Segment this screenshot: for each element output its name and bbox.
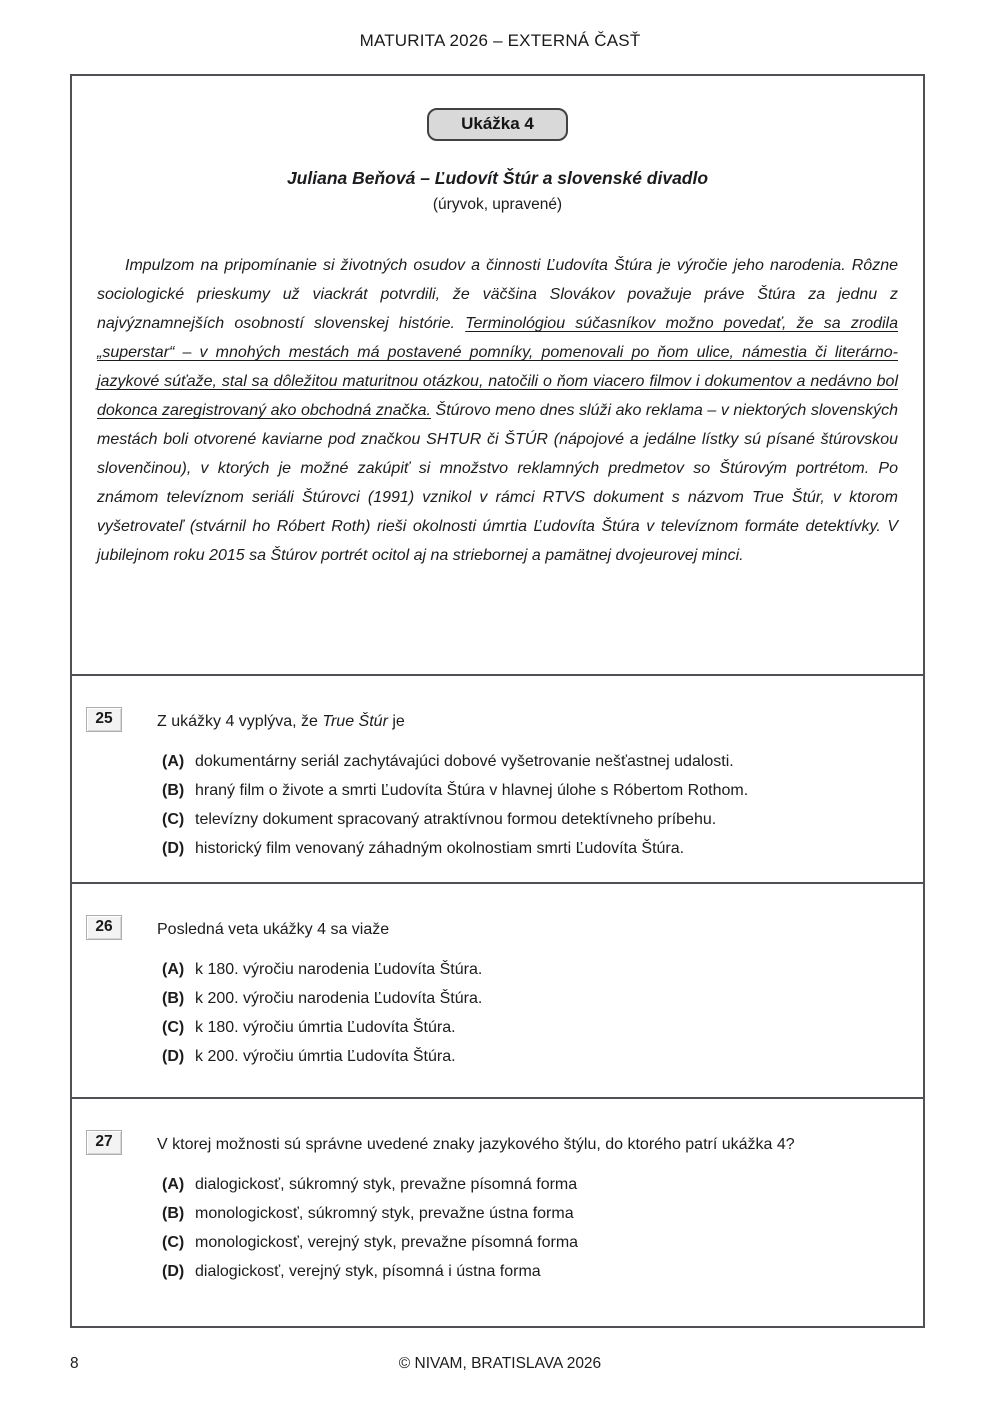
option-26-a [157, 955, 898, 984]
option-25-a-label: (A) [162, 753, 185, 770]
option-27-b-text: monologickosť, súkromný styk, prevažne ústna forma [195, 1205, 574, 1222]
option-26-a-label: (A) [162, 961, 185, 978]
option-27-d-label: (D) [162, 1263, 185, 1280]
excerpt-subtitle: (úryvok, upravené) [432, 196, 563, 213]
option-26-d [157, 1042, 898, 1071]
question-27-stem [157, 1131, 832, 1159]
excerpt-title: Juliana Beňová – Ľudovít Štúr a slovenské divadlo [286, 168, 709, 188]
option-26-c-label: (C) [162, 1019, 185, 1036]
option-27-c [157, 1228, 898, 1257]
page-number: 8 [70, 1355, 79, 1372]
option-25-c-label: (C) [162, 811, 185, 828]
question-25-stem-after: je [387, 713, 405, 730]
question-25-number-badge: 25 [86, 707, 122, 732]
question-27-row [86, 1130, 898, 1286]
option-26-d-label: (D) [162, 1048, 185, 1065]
option-27-d-text: dialogickosť, verejný styk, písomná i ústna forma [195, 1263, 541, 1280]
question-27-options [157, 1170, 898, 1286]
question-26-options [157, 955, 898, 1071]
question-26-stem [157, 916, 832, 944]
question-26-body [157, 915, 898, 1071]
document-header-title: MATURITA 2026 – EXTERNÁ ČASŤ [359, 31, 641, 50]
option-25-b-text: hraný film o živote a smrti Ľudovíta Štúra v hlavnej úlohe s Róbertom Rothom. [195, 782, 749, 799]
question-26-section [72, 882, 923, 1097]
question-27-body [157, 1130, 898, 1286]
excerpt-text-underlined: Terminológiou súčasníkov možno povedať, že sa zrodila „superstar“ – v mnohých mestách má postavené pomníky, pomenovali po ňom ulice, námestia či literárno-jazykové súťaže, stal sa dôležitou maturitnou otázkou, natočili o ňom viacero filmov i dokumentov a nedávno bol dokonca zaregistrovaný ako obchodná značka. [97, 315, 899, 419]
option-26-c-text: k 180. výročiu úmrtia Ľudovíta Štúra. [195, 1019, 456, 1036]
exam-frame [70, 74, 925, 1328]
question-26-row [86, 915, 898, 1071]
excerpt-text-before: Impulzom na pripomínanie si životných osudov a činnosti Ľudovíta Štúra je výročie jeho narodenia. Rôzne sociologické prieskumy už viackrát potvrdili, že väčšina Slovákov považuje práve Štúra za jednu z najvýznamnejších osobností slovenskej histórie. [97, 257, 898, 332]
excerpt-text-after: Štúrovo meno dnes slúži ako reklama – v niektorých slovenských mestách boli otvorené kaviarne pod značkou SHTUR či ŠTÚR (nápojové a jedálne lístky sú písané štúrovskou slovenčinou), v ktorých je možné zakúpiť si množstvo reklamných predmetov so Štúrovým portrétom. Po známom televíznom seriáli Štúrovci (1991) vznikol v rámci RTVS dokument s názvom True Štúr, v ktorom vyšetrovateľ (stvárnil ho Róbert Roth) rieši okolnosti úmrtia Ľudovíta Štúra v televíznom formáte detektívky. V jubilejnom roku 2015 sa Štúrov portrét ocitol aj na striebornej a pamätnej dvojeurovej minci. [97, 402, 898, 564]
question-25-options [157, 747, 898, 863]
question-25-body [157, 707, 898, 863]
question-25-stem-italic: True Štúr [322, 713, 388, 730]
option-27-d [157, 1257, 898, 1286]
option-27-b-label: (B) [162, 1205, 185, 1222]
option-25-b [157, 776, 898, 805]
question-27-stem-text: V ktorej možnosti sú správne uvedené znaky jazykového štýlu, do ktorého patrí ukážka 4? [157, 1136, 795, 1153]
excerpt-section [72, 76, 923, 674]
option-25-c-text: televízny dokument spracovaný atraktívnou formou detektívneho príbehu. [195, 811, 717, 828]
option-27-a-text: dialogickosť, súkromný styk, prevažne písomná forma [195, 1176, 578, 1193]
question-27-number-badge: 27 [86, 1130, 122, 1155]
option-25-d [157, 834, 898, 863]
option-25-a-text: dokumentárny seriál zachytávajúci dobové vyšetrovanie nešťastnej udalosti. [195, 753, 734, 770]
question-25-stem-text: Z ukážky 4 vyplýva, že [157, 713, 323, 730]
option-26-b-label: (B) [162, 990, 185, 1007]
question-26-stem-text: Posledná veta ukážky 4 sa viaže [157, 921, 390, 938]
option-27-b [157, 1199, 898, 1228]
option-25-d-text: historický film venovaný záhadným okolnostiam smrti Ľudovíta Štúra. [195, 840, 685, 857]
question-26-number-badge: 26 [86, 915, 122, 940]
question-25-section [72, 674, 923, 882]
option-26-b [157, 984, 898, 1013]
excerpt-paragraph [97, 251, 898, 570]
excerpt-badge: Ukážka 4 [427, 108, 568, 141]
option-27-a [157, 1170, 898, 1199]
question-27-section [72, 1097, 923, 1326]
option-25-b-label: (B) [162, 782, 185, 799]
excerpt-badge-container [97, 108, 898, 141]
option-26-c [157, 1013, 898, 1042]
question-25-row [86, 707, 898, 863]
option-25-a [157, 747, 898, 776]
question-25-stem [157, 708, 832, 736]
option-25-c [157, 805, 898, 834]
option-27-c-label: (C) [162, 1234, 185, 1251]
option-26-b-text: k 200. výročiu narodenia Ľudovíta Štúra. [195, 990, 483, 1007]
option-26-d-text: k 200. výročiu úmrtia Ľudovíta Štúra. [195, 1048, 456, 1065]
option-27-c-text: monologickosť, verejný styk, prevažne písomná forma [195, 1234, 579, 1251]
option-26-a-text: k 180. výročiu narodenia Ľudovíta Štúra. [195, 961, 483, 978]
copyright-notice: © NIVAM, BRATISLAVA 2026 [398, 1355, 602, 1372]
option-25-d-label: (D) [162, 840, 185, 857]
option-27-a-label: (A) [162, 1176, 185, 1193]
